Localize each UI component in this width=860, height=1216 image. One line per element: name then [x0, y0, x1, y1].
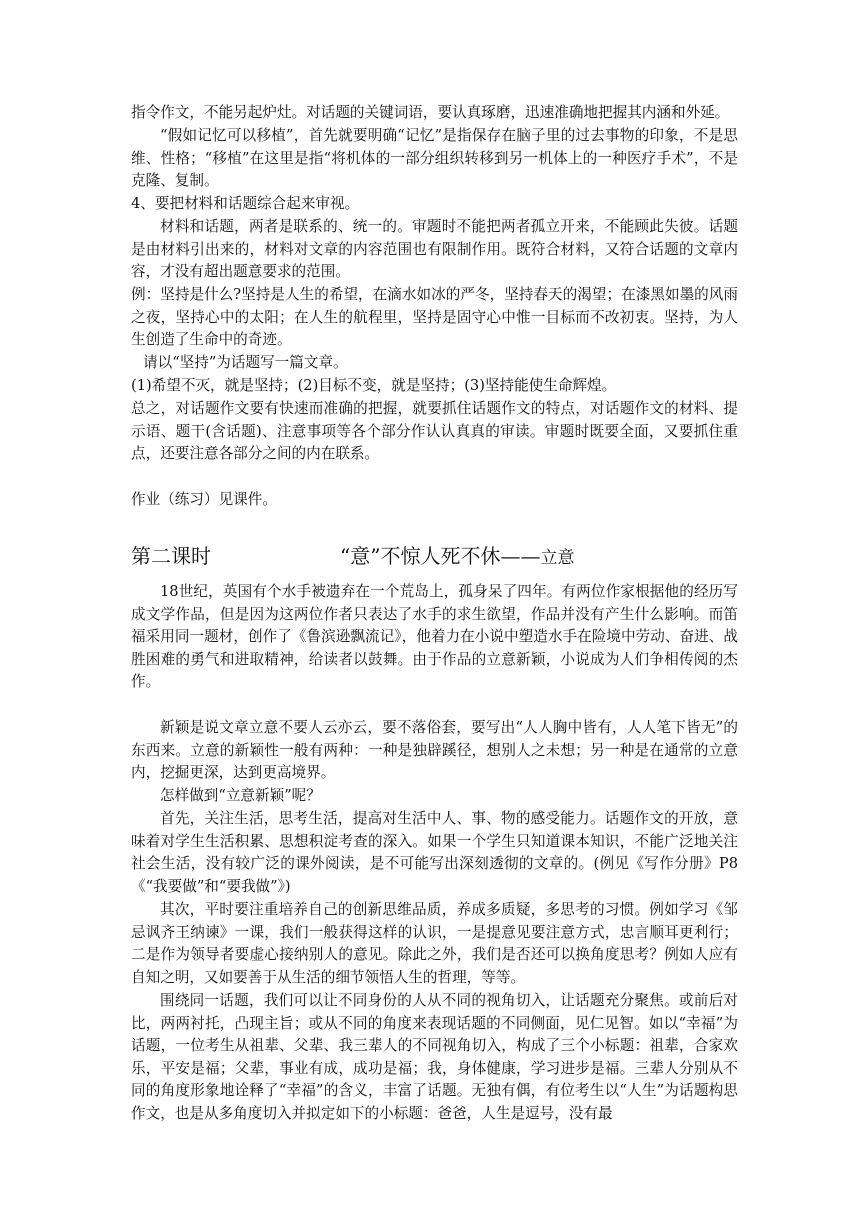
paragraph-example-persistence: 例：坚持是什么?坚持是人生的希望，在滴水如冰的严冬，坚持春天的渴望；在漆黑如墨的风雨之夜，坚持心中的太阳；在人生的航程里，坚持是固守心中惟一目标而不改初衷。坚持，为人生创造了生命中的奇迹。	[131, 286, 738, 349]
paragraph-novelty-definition: 新颖是说文章立意不要人云亦云，要不落俗套，要写出“人人胸中皆有，人人笔下皆无”的东西来。立意的新颖性一般有两种：一种是独辟蹊径，想别人之未想；另一种是在通常的立意内，挖掘更深，达到更高境界。	[131, 719, 738, 782]
paragraph-material-topic: 材料和话题，两者是联系的、统一的。审题时不能把两者孤立开来，不能顾此失彼。话题是由材料引出来的，材料对文章的内容范围也有限制作用。既符合材料，又符合话题的文章内容，才没有超出题意要求的范围。	[131, 218, 738, 281]
paragraph-robinson-story: 18世纪，英国有个水手被遗弃在一个荒岛上，孤身呆了四年。有两位作家根据他的经历写成文学作品，但是因为这两位作者只表达了水手的求生欲望，作品并没有产生什么影响。而笛福采用同一题材，创作了《鲁滨逊飘流记》，他着力在小说中塑造水手在险境中劳动、奋进、战胜困难的勇气和进取精神，给读者以鼓舞。由于作品的立意新颖，小说成为人们争相传阅的杰作。	[131, 583, 738, 691]
subheading-material-topic: 4、要把材料和话题综合起来审视。	[131, 195, 360, 212]
paragraph-keyword-analysis: 指令作文，不能另起炉灶。对话题的关键词语，要认真琢磨，迅速准确地把握其内涵和外延。	[131, 104, 730, 121]
paragraph-write-prompt: 请以“坚持”为话题写一篇文章。	[143, 354, 348, 371]
paragraph-first-method: 首先，关注生活，思考生活，提高对生活中人、事、物的感受能力。话题作文的开放，意味着对学生生活积累、思想积淀考查的深入。如果一个学生只知道课本知识，不能广泛地关注社会生活，没有较广泛的课外阅读，是不可能写出深刻透彻的文章的。(例见《写作分册》P8《“我要做”和“要我做”》)	[131, 810, 738, 895]
lesson-topic	[340, 541, 574, 573]
paragraph-sub-topics: (1)希望不灭，就是坚持；(2)目标不变，就是坚持；(3)坚持能使生命辉煌。	[131, 377, 617, 394]
lesson-heading	[131, 541, 738, 571]
paragraph-how-question: 怎样做到“立意新颖”呢？	[160, 787, 321, 804]
lesson-number: 第二课时	[131, 544, 211, 568]
paragraph-second-method: 其次，平时要注重培养自己的创新思维品质，养成多质疑，多思考的习惯。例如学习《邹忌讽齐王纳谏》一课，我们一般获得这样的认识，一是提意见要注意方式，忠言顺耳更利行；二是作为领导者要虚心接纳别人的意见。除此之外，我们是否还可以换角度思考？例如人应有自知之明，又如要善于从生活的细节领悟人生的哲理，等等。	[131, 901, 738, 986]
lesson-topic-main: “意”不惊人死不休——	[340, 544, 541, 568]
lesson-topic-tail: 立意	[540, 548, 575, 568]
paragraph-homework: 作业（练习）见课件。	[131, 491, 277, 508]
paragraph-memory-transplant: “假如记忆可以移植”，首先就要明确“记忆”是指保存在脑子里的过去事物的印象，不是思维、性格；“移植”在这里是指“将机体的一部分组织转移到另一机体上的一种医疗手术”，不是克隆、复制。	[131, 127, 738, 190]
paragraph-summary: 总之，对话题作文要有快速而准确的把握，就要抓住话题作文的特点，对话题作文的材料、提示语、题干(含话题)、注意事项等各个部分作认认真真的审读。审题时既要全面，又要抓住重点，还要注意各部分之间的内在联系。	[131, 400, 738, 463]
paragraph-multiple-angles: 围绕同一话题，我们可以让不同身份的人从不同的视角切入，让话题充分聚焦。或前后对比，两两衬托，凸现主旨；或从不同的角度来表现话题的不同侧面，见仁见智。如以“幸福”为话题，一位考生从祖辈、父辈、我三辈人的不同视角切入，构成了三个小标题：祖辈，合家欢乐，平安是福；父辈，事业有成，成功是福；我，身体健康，学习进步是福。三辈人分别从不同的角度形象地诠释了“幸福”的含义，丰富了话题。无独有偶，有位考生以“人生”为话题构思作文，也是从多角度切入并拟定如下的小标题：爸爸，人生是逗号，没有最	[131, 992, 738, 1122]
